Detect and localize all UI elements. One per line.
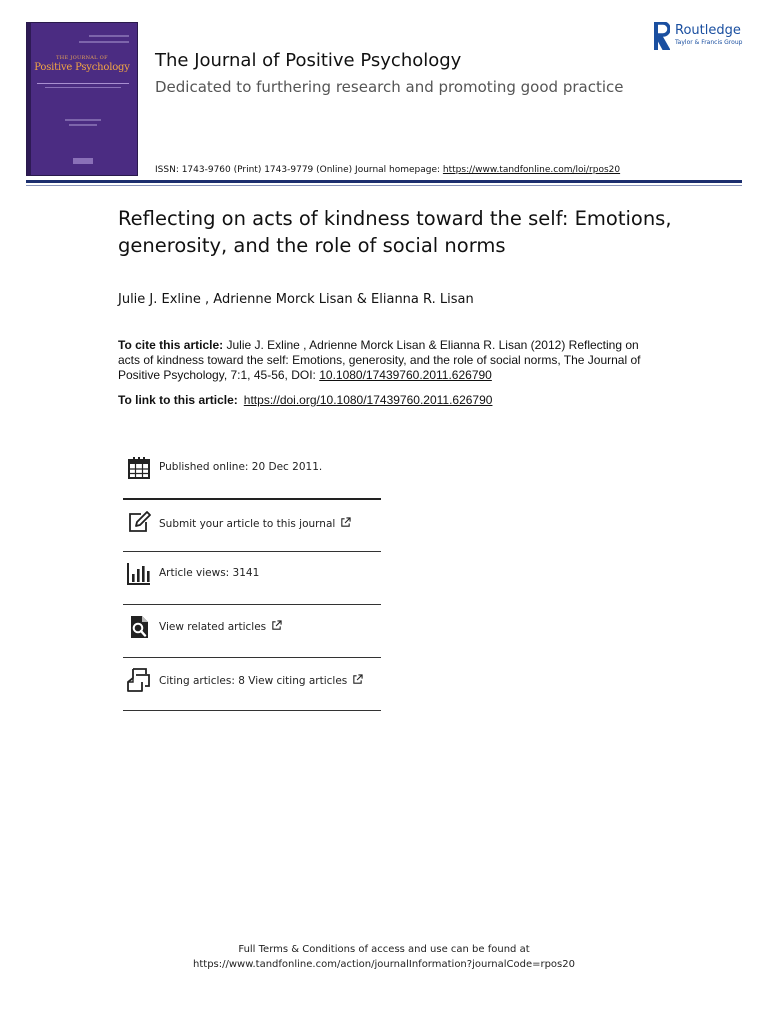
submit-article-label: Submit your article to this journal — [159, 518, 336, 530]
cover-publisher-logo — [73, 158, 93, 164]
cover-editor-mark — [65, 119, 101, 121]
external-link-icon — [271, 620, 282, 631]
article-authors: Julie J. Exline , Adrienne Morck Lisan & Elianna R. Lisan — [118, 292, 474, 307]
citing-articles-link[interactable] — [159, 674, 363, 687]
journal-cover-thumbnail — [26, 22, 138, 176]
article-title: Reflecting on acts of kindness toward the self: Emotions, generosity, and the role of social norms — [118, 207, 672, 257]
publisher-name: Routledge — [675, 23, 741, 38]
journal-title: The Journal of Positive Psychology — [155, 50, 462, 71]
header-divider — [26, 180, 742, 183]
cover-spine-strip — [27, 23, 31, 175]
terms-text: Full Terms & Conditions of access and use can be found at — [238, 944, 530, 955]
citing-articles-label: Citing articles: 8 View citing articles — [159, 675, 348, 687]
bar-chart-icon — [127, 562, 151, 586]
article-info-list — [123, 446, 381, 711]
issn-line — [155, 165, 620, 175]
terms-footer — [0, 942, 768, 972]
cover-title: Positive Psychology — [34, 62, 130, 73]
citation-label: To cite this article: — [118, 338, 224, 352]
issn-text: ISSN: 1743-9760 (Print) 1743-9779 (Online) Journal homepage: — [155, 165, 443, 175]
citation-block — [118, 338, 658, 383]
external-link-icon — [340, 517, 351, 528]
calendar-icon — [127, 456, 151, 480]
cover-divider — [37, 83, 129, 84]
citation-text: Julie J. Exline , Adrienne Morck Lisan & Elianna R. Lisan (2012) Reflecting on acts of kindness toward the self: Emotions, generosity, and the role of social norms, The Journal of Positive Psychology, 7:1, 45-56, DOI: — [118, 338, 641, 382]
published-date: Published online: 20 Dec 2011. — [159, 461, 323, 473]
header-divider-thin — [26, 185, 742, 186]
publisher-logo[interactable] — [654, 22, 744, 50]
article-doi-url[interactable]: https://doi.org/10.1080/17439760.2011.626790 — [243, 393, 493, 407]
routledge-r-icon — [654, 22, 670, 50]
copy-icon — [127, 668, 151, 692]
article-views-item — [123, 552, 381, 604]
article-views-count: Article views: 3141 — [159, 567, 260, 579]
citation-doi-link[interactable]: 10.1080/17439760.2011.626790 — [319, 368, 492, 382]
cover-volume-mark — [89, 35, 129, 37]
citing-articles-item[interactable] — [123, 658, 381, 710]
article-link-block — [118, 393, 658, 408]
cover-volume-mark — [79, 41, 129, 43]
cover-divider — [45, 87, 121, 88]
submit-article-item[interactable] — [123, 500, 381, 551]
article-link-label: To link to this article: — [118, 393, 238, 407]
list-divider — [123, 710, 381, 711]
edit-icon — [127, 510, 151, 534]
submit-article-link[interactable] — [159, 517, 351, 530]
terms-url[interactable]: https://www.tandfonline.com/action/journalInformation?journalCode=rpos20 — [193, 959, 575, 970]
journal-subtitle: Dedicated to furthering research and promoting good practice — [155, 78, 624, 96]
related-articles-item[interactable] — [123, 605, 381, 657]
cover-editor-mark — [69, 124, 97, 126]
publisher-group: Taylor & Francis Group — [675, 39, 743, 46]
external-link-icon — [352, 674, 363, 685]
published-item — [123, 446, 381, 498]
related-articles-link[interactable] — [159, 620, 282, 633]
search-document-icon — [127, 615, 151, 639]
related-articles-label: View related articles — [159, 621, 267, 633]
cover-small-title: THE JOURNAL OF — [56, 55, 108, 61]
journal-homepage-link[interactable]: https://www.tandfonline.com/loi/rpos20 — [442, 165, 621, 175]
